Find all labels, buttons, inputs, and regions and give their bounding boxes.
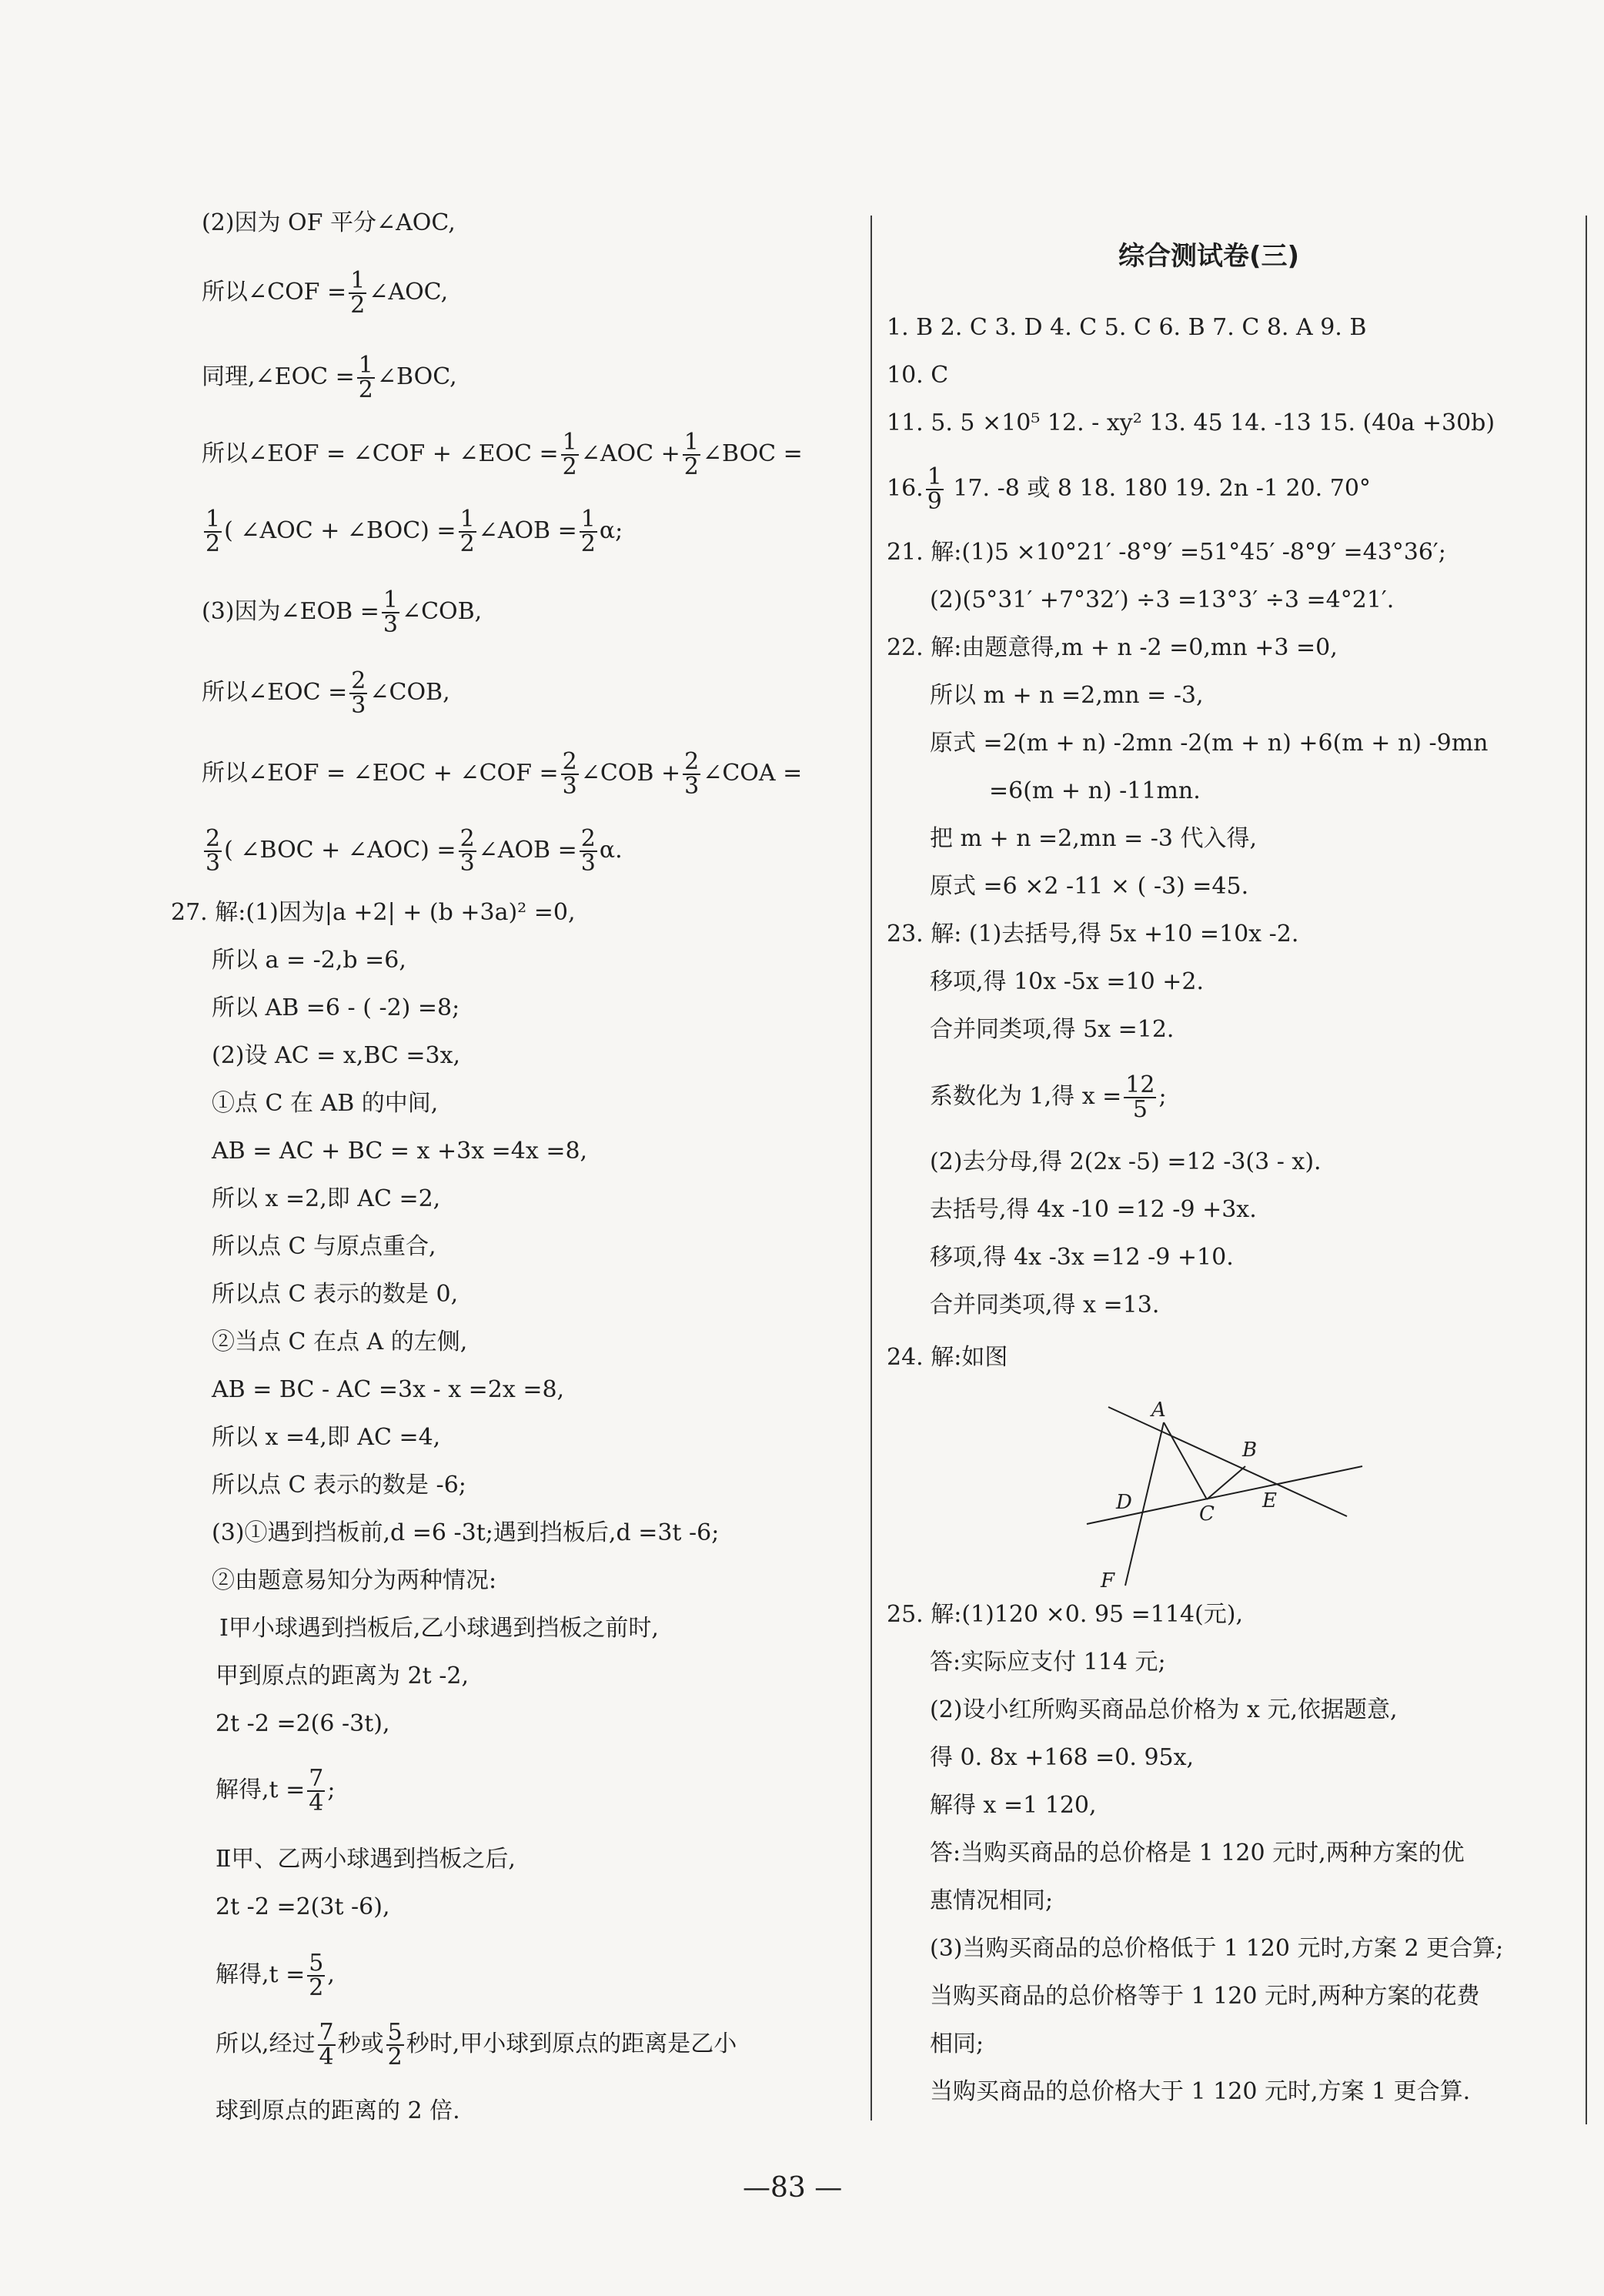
text-line: AB = BC - AC =3x - x =2x =8,	[212, 1376, 565, 1403]
text-line: 合并同类项,得 5x =12.	[930, 1016, 1175, 1043]
text-line: 移项,得 10x -5x =10 +2.	[930, 968, 1204, 995]
text-line: 所以∠EOF = ∠EOC + ∠COF = $\frac{2}{3}$ ∠COB + $\frac{2}{3}$ ∠COA =	[202, 748, 803, 800]
text-line: 原式 =2(m + n) -2mn -2(m + n) +6(m + n) -9mn	[930, 730, 1489, 757]
label-c: C	[1199, 1502, 1215, 1526]
text-line: 所以点 C 与原点重合,	[212, 1233, 436, 1260]
text-line: (2)因为 OF 平分∠AOC,	[202, 209, 456, 236]
text-line: 16. $\frac{1}{9}$ 17. -8 或 8 18. 180 19. 2n -1 20. 70°	[887, 463, 1371, 515]
text-line: 所以 m + n =2,mn = -3,	[930, 682, 1204, 709]
text-line: 所以 a = -2,b =6,	[212, 947, 406, 974]
text-line: 去括号,得 4x -10 =12 -9 +3x.	[930, 1196, 1257, 1223]
text-line: (2)去分母,得 2(2x -5) =12 -3(3 - x).	[930, 1148, 1322, 1175]
text-line: 所以 x =4,即 AC =4,	[212, 1424, 441, 1451]
text-line: 解得,t = $\frac{7}{4}$ ;	[216, 1765, 336, 1816]
text-line: 1. B 2. C 3. D 4. C 5. C 6. B 7. C 8. A 9. B	[887, 314, 1367, 341]
label-b: B	[1242, 1439, 1258, 1462]
text-line: 所以∠EOC = $\frac{2}{3}$ ∠COB,	[202, 667, 450, 719]
text-line: 甲到原点的距离为 2t -2,	[216, 1663, 469, 1689]
text-line: (2)设小红所购买商品总价格为 x 元,依据题意,	[930, 1696, 1398, 1723]
text-line: 球到原点的距离的 2 倍.	[216, 2097, 460, 2124]
text-line: (3)因为∠EOB = $\frac{1}{3}$ ∠COB,	[202, 587, 483, 638]
label-a: A	[1151, 1399, 1166, 1422]
text-line: 解得 x =1 120,	[930, 1792, 1097, 1819]
text-line: ②由题意易知分为两种情况:	[212, 1567, 497, 1594]
text-line: 25. 解:(1)120 ×0. 95 =114(元),	[887, 1601, 1243, 1628]
text-line: 合并同类项,得 x =13.	[930, 1292, 1160, 1318]
text-line: 当购买商品的总价格大于 1 120 元时,方案 1 更合算.	[930, 2078, 1471, 2105]
text-line: 2t -2 =2(6 -3t),	[216, 1710, 390, 1737]
text-line: (3)①遇到挡板前,d =6 -3t;遇到挡板后,d =3t -6;	[212, 1519, 720, 1546]
section-title: 综合测试卷(三)	[1118, 241, 1300, 272]
fraction: $\frac{1}{2}$	[350, 267, 366, 319]
text-line: 答:当购买商品的总价格是 1 120 元时,两种方案的优	[930, 1840, 1465, 1867]
text-line: 2t -2 =2(3t -6),	[216, 1893, 390, 1920]
text-line: $\frac{1}{2}$ ( ∠AOC + ∠BOC) = $\frac{1}{2}$ ∠AOB = $\frac{1}{2}$ α;	[206, 506, 623, 557]
label-d: D	[1116, 1491, 1132, 1514]
text-line: 所以点 C 表示的数是 -6;	[212, 1472, 466, 1499]
text-line: 同理,∠EOC = $\frac{1}{2}$ ∠BOC,	[202, 352, 457, 403]
text-line: 10. C	[887, 362, 949, 389]
text-line: 系数化为 1,得 x = $\frac{12}{5}$ ;	[930, 1071, 1167, 1123]
text-line: 所以点 C 表示的数是 0,	[212, 1281, 459, 1308]
text-line: 得 0. 8x +168 =0. 95x,	[930, 1744, 1195, 1771]
text-line: (2)(5°31′ +7°32′) ÷3 =13°3′ ÷3 =4°21′.	[930, 587, 1395, 613]
text-line: 11. 5. 5 ×10⁵ 12. - xy² 13. 45 14. -13 15. (40a +30b)	[887, 409, 1495, 436]
text-line: =6(m + n) -11mn.	[989, 777, 1201, 804]
text-line: 解得,t = $\frac{5}{2}$ ,	[216, 1950, 335, 2001]
segment-ac	[1164, 1422, 1207, 1499]
text-line: ②当点 C 在点 A 的左侧,	[212, 1328, 468, 1355]
text-line: 所以∠COF = $\frac{1}{2}$ ∠AOC,	[202, 267, 449, 319]
text-line: (3)当购买商品的总价格低于 1 120 元时,方案 2 更合算;	[930, 1935, 1504, 1962]
label-f: F	[1101, 1569, 1115, 1592]
text-line: 23. 解: (1)去括号,得 5x +10 =10x -2.	[887, 921, 1299, 947]
text-line: 相同;	[930, 2030, 984, 2057]
text-line: 27. 解:(1)因为|a +2| + (b +3a)² =0,	[171, 899, 576, 926]
text-line: ①点 C 在 AB 的中间,	[212, 1090, 439, 1117]
text-line: 所以 AB =6 - ( -2) =8;	[212, 994, 460, 1021]
text-line: Ⅱ甲、乙两小球遇到挡板之后,	[216, 1846, 516, 1873]
text-line: 把 m + n =2,mn = -3 代入得,	[930, 825, 1258, 852]
text-line: 答:实际应支付 114 元;	[930, 1649, 1166, 1676]
text-line: 所以∠EOF = ∠COF + ∠EOC = $\frac{1}{2}$ ∠AOC + $\frac{1}{2}$ ∠BOC =	[202, 429, 803, 480]
text-line: 所以,经过 $\frac{7}{4}$ 秒或 $\frac{5}{2}$ 秒时,甲小球到原点的距离是乙小	[216, 2019, 737, 2070]
text-line: 所以 x =2,即 AC =2,	[212, 1185, 441, 1212]
label-e: E	[1262, 1489, 1277, 1512]
text-line: (2)设 AC = x,BC =3x,	[212, 1042, 461, 1069]
text-line: 移项,得 4x -3x =12 -9 +10.	[930, 1244, 1234, 1271]
right-border	[1586, 216, 1587, 2124]
column-divider	[871, 216, 872, 2121]
geometry-figure	[1078, 1393, 1385, 1593]
text-line: Ⅰ甲小球遇到挡板后,乙小球遇到挡板之前时,	[219, 1615, 659, 1642]
text-line: 24. 解:如图	[887, 1344, 1008, 1371]
text-line: 原式 =6 ×2 -11 × ( -3) =45.	[930, 873, 1249, 900]
text-line: 21. 解:(1)5 ×10°21′ -8°9′ =51°45′ -8°9′ =43°36′;	[887, 539, 1446, 566]
text-line: $\frac{2}{3}$ ( ∠BOC + ∠AOC) = $\frac{2}{3}$ ∠AOB = $\frac{2}{3}$ α.	[206, 825, 623, 877]
text-line: 22. 解:由题意得,m + n -2 =0,mn +3 =0,	[887, 634, 1338, 661]
text-line: AB = AC + BC = x +3x =4x =8,	[212, 1138, 588, 1165]
text-line: 当购买商品的总价格等于 1 120 元时,两种方案的花费	[930, 1983, 1480, 2010]
page-number: —83 —	[743, 2172, 843, 2204]
fraction: $\frac{1}{2}$	[358, 352, 373, 403]
text-line: 惠情况相同;	[930, 1887, 1054, 1914]
line-ae	[1108, 1407, 1347, 1516]
